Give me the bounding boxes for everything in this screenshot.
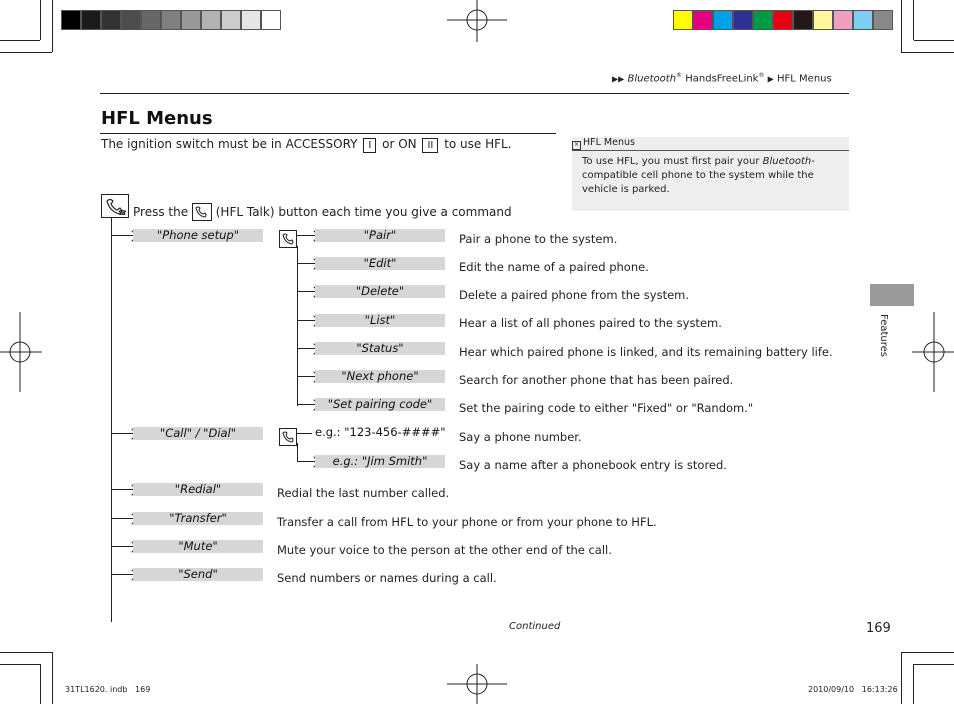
desc-next-phone: Search for another phone that has been paired. xyxy=(459,373,734,387)
command-set-pairing-code: "Set pairing code" xyxy=(315,398,445,411)
desc-delete: Delete a paired phone from the system. xyxy=(459,288,690,302)
registration-target-top xyxy=(447,0,507,42)
gray-swatch xyxy=(101,10,121,30)
command-eg-number: e.g.: "123-456-####" xyxy=(315,425,446,439)
gray-swatch xyxy=(81,10,101,30)
desc-status: Hear which paired phone is linked, and its remaining battery life. xyxy=(459,345,833,359)
color-swatch xyxy=(873,10,893,30)
color-swatch xyxy=(813,10,833,30)
desc-send: Send numbers or names during a call. xyxy=(277,571,497,585)
breadcrumb-bluetooth: Bluetooth xyxy=(627,73,677,85)
desc-eg-number: Say a phone number. xyxy=(459,430,582,444)
command-list: "List" xyxy=(315,314,445,327)
gray-swatch xyxy=(241,10,261,30)
command-redial: "Redial" xyxy=(133,483,263,496)
desc-transfer: Transfer a call from HFL to your phone or from your phone to HFL. xyxy=(277,515,657,529)
command-transfer: "Transfer" xyxy=(133,512,263,525)
on-key: II xyxy=(422,138,438,153)
command-send: "Send" xyxy=(133,568,263,581)
hfl-talk-icon-phone-setup xyxy=(279,230,297,248)
gray-swatch xyxy=(201,10,221,30)
gray-swatch xyxy=(141,10,161,30)
command-delete: "Delete" xyxy=(315,285,445,298)
features-tab xyxy=(870,284,914,306)
desc-redial: Redial the last number called. xyxy=(277,486,450,500)
command-phone-setup: "Phone setup" xyxy=(133,229,263,242)
continued-label: Continued xyxy=(509,621,561,632)
call-branch xyxy=(297,443,298,462)
color-swatch xyxy=(693,10,713,30)
breadcrumb: ▶▶ Bluetooth® HandsFreeLink® ▶ HFL Menus xyxy=(612,72,832,85)
title-rule xyxy=(100,133,556,134)
gray-swatch xyxy=(181,10,201,30)
command-status: "Status" xyxy=(315,342,445,355)
registration-target-bottom xyxy=(447,664,507,704)
color-swatch xyxy=(793,10,813,30)
note-heading: HFL Menus xyxy=(583,137,635,148)
color-swatch xyxy=(753,10,773,30)
command-eg-name: e.g.: "Jim Smith" xyxy=(315,455,445,468)
desc-eg-name: Say a name after a phonebook entry is stored. xyxy=(459,458,727,472)
breadcrumb-current: HFL Menus xyxy=(777,73,832,85)
desc-mute: Mute your voice to the person at the other end of the call. xyxy=(277,543,612,557)
color-swatch xyxy=(713,10,733,30)
desc-pair: Pair a phone to the system. xyxy=(459,232,618,246)
note-icon: × xyxy=(573,141,580,148)
side-tab-label: Features xyxy=(878,314,889,357)
command-next-phone: "Next phone" xyxy=(315,370,445,383)
hfl-talk-icon-call xyxy=(279,428,297,446)
hfl-talk-inline-icon xyxy=(192,203,212,221)
registration-target-left xyxy=(0,312,42,392)
gray-swatch xyxy=(61,10,81,30)
desc-list: Hear a list of all phones paired to the system. xyxy=(459,316,722,330)
press-instruction: Press the (HFL Talk) button each time you give a command xyxy=(133,205,512,219)
color-swatch xyxy=(673,10,693,30)
color-swatch xyxy=(773,10,793,30)
registration-target-right xyxy=(912,312,954,392)
file-info: 31TL1620. indb 169 xyxy=(65,685,151,694)
breadcrumb-handsfreelink: HandsFreeLink xyxy=(685,73,759,85)
svg-text:☎: ☎ xyxy=(118,209,127,217)
gray-swatch xyxy=(261,10,281,30)
command-mute: "Mute" xyxy=(133,540,263,553)
color-swatch xyxy=(833,10,853,30)
header-rule xyxy=(100,93,849,94)
hfl-talk-icon xyxy=(101,194,129,218)
gray-swatch xyxy=(161,10,181,30)
color-swatch xyxy=(853,10,873,30)
gray-swatch xyxy=(221,10,241,30)
phone-setup-branch xyxy=(297,246,298,406)
desc-set-pairing-code: Set the pairing code to either "Fixed" or "Random." xyxy=(459,401,754,415)
page-number: 169 xyxy=(866,621,891,636)
tree-trunk xyxy=(111,218,112,622)
command-pair: "Pair" xyxy=(315,229,445,242)
accessory-key: I xyxy=(363,138,376,153)
command-call-dial: "Call" / "Dial" xyxy=(133,427,263,440)
color-swatch xyxy=(733,10,753,30)
command-edit: "Edit" xyxy=(315,257,445,270)
intro-text: The ignition switch must be in ACCESSORY I or ON II to use HFL. xyxy=(101,137,512,151)
desc-edit: Edit the name of a paired phone. xyxy=(459,260,649,274)
gray-swatch xyxy=(121,10,141,30)
sidebar-note: × HFL Menus To use HFL, you must first pair your Bluetooth-compatible cell phone to the system while the vehicle is parked. xyxy=(572,137,849,211)
print-datetime: 2010/09/10 16:13:26 xyxy=(808,685,898,694)
sub-eg-number-connector xyxy=(297,433,312,434)
page-title: HFL Menus xyxy=(101,108,213,129)
